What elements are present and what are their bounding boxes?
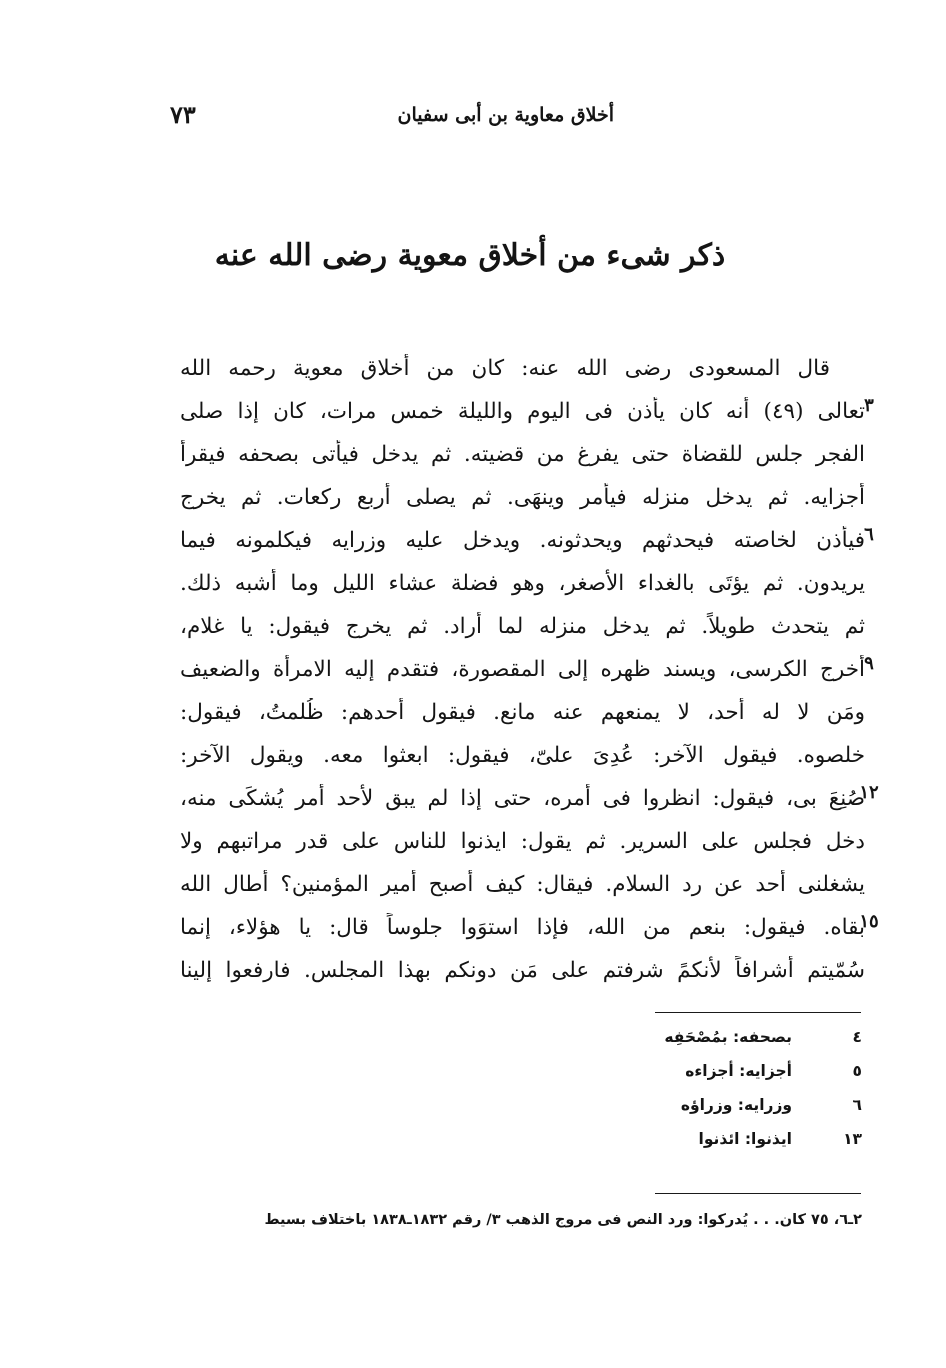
text-line [140, 735, 880, 778]
variant-line-number: ٥ [852, 1062, 862, 1080]
chapter-title: ذكر شىء من أخلاق معوية رضى الله عنه [214, 238, 726, 273]
variant-reading [600, 1022, 862, 1056]
line-text: ثم يتحدث طويلاً. ثم يدخل منزله لما أراد. ثم يخرج فيقول: يا غلام، [180, 614, 865, 639]
line-text: أجزايه. ثم يدخل منزله فيأمر وينهَى. ثم يصلى أربع ركعات. ثم يخرج [180, 485, 865, 510]
variant-reading [600, 1124, 862, 1158]
line-number: ٩ [864, 653, 874, 674]
text-line [140, 563, 880, 606]
text-line [140, 692, 880, 735]
line-text: تعالى (٤٩) أنه كان يأذن فى اليوم والليلة خمس مرات، كان إذا صلى [180, 399, 865, 424]
line-text: ومَن لا له أحد، لا يمنعهم عنه مانع. فيقول أحدهم: ظُلمتُ، فيقول: [180, 700, 865, 725]
variant-line-number: ٦ [852, 1096, 862, 1114]
line-number: ١٢ [859, 782, 879, 803]
text-line [140, 950, 880, 993]
page-number: ٧٣ [170, 100, 196, 129]
text-line [140, 606, 880, 649]
text-line [140, 348, 880, 391]
text-line [140, 649, 880, 692]
text-line [140, 907, 880, 950]
line-text: سُمّيتم أشرافاً لأنكمً شرفتم على مَن دونكم بهذا المجلس. فارفعوا إلينا [180, 958, 865, 983]
running-head [170, 100, 614, 136]
body-text [140, 348, 880, 993]
text-line [140, 434, 880, 477]
line-text: قال المسعودى رضى الله عنه: كان من أخلاق معوية رحمه الله [180, 356, 830, 381]
line-text: الفجر جلس للقضاة حتى يفرغ من قضيته. ثم يدخل فيأتى بصحفه فيقرأ [180, 442, 865, 467]
text-line [140, 520, 880, 563]
variant-reading [600, 1090, 862, 1124]
line-number: ١٥ [859, 911, 879, 932]
source-note: ٢ـ٦، ٧٥ كان. . . يُدركوا: ورد النص فى مروج الذهب ٣/ رقم ١٨٣٢ـ١٨٣٨ باختلاف بسيط [264, 1212, 862, 1228]
variant-text: وزرايه: وزراؤه [680, 1096, 792, 1114]
line-text: بقاه. فيقول: بنعم من الله، فإذا استوَوا جلوساً قال: يا هؤلاء، إنما [180, 915, 865, 940]
line-number: ٦ [864, 524, 874, 545]
variant-reading [600, 1056, 862, 1090]
footnote-divider [655, 1012, 861, 1013]
variant-line-number: ١٣ [843, 1130, 862, 1148]
variant-text: أجزايه: أجزاءه [685, 1062, 792, 1080]
line-text: يريدون. ثم يؤتَى بالغداء الأصغر، وهو فضلة عشاء الليل وما أشبه ذلك. [180, 571, 865, 596]
line-number: ٣ [864, 395, 874, 416]
variant-text: ايذنوا: ائذنوا [698, 1130, 792, 1148]
line-text: دخل فجلس على السرير. ثم يقول: ايذنوا للناس على قدر مراتبهم ولا [180, 829, 865, 854]
variant-text: بصحفه: بمُصْحَفِه [664, 1028, 792, 1046]
text-line [140, 821, 880, 864]
variant-line-number: ٤ [852, 1028, 862, 1046]
line-text: يشغلنى أحد عن رد السلام. فيقال: كيف أصبح أمير المؤمنين؟ أطال الله [180, 872, 865, 897]
line-text: خلصوه. فيقول الآخر: عُدِىَ علىّ، فيقول: ابعثوا معه. ويقول الآخر: [180, 743, 865, 768]
line-text: فيأذن لخاصته فيحدثهم ويحدثونه. ويدخل عليه وزرايه فيكلمونه فيما [180, 528, 865, 553]
line-text: صُنِعَ بى، فيقول: انظروا فى أمره، حتى إذا لم يبق لأحد أمر يُشكَى منه، [180, 786, 865, 811]
variant-readings [600, 1022, 862, 1158]
text-line [140, 778, 880, 821]
text-line [140, 864, 880, 907]
line-text: أخرج الكرسى، ويسند ظهره إلى المقصورة، فتقدم إليه الامرأة والضعيف [180, 657, 865, 682]
source-divider [655, 1193, 861, 1194]
running-title: أخلاق معاوية بن أبى سفيان [397, 104, 614, 126]
text-line [140, 391, 880, 434]
text-line [140, 477, 880, 520]
